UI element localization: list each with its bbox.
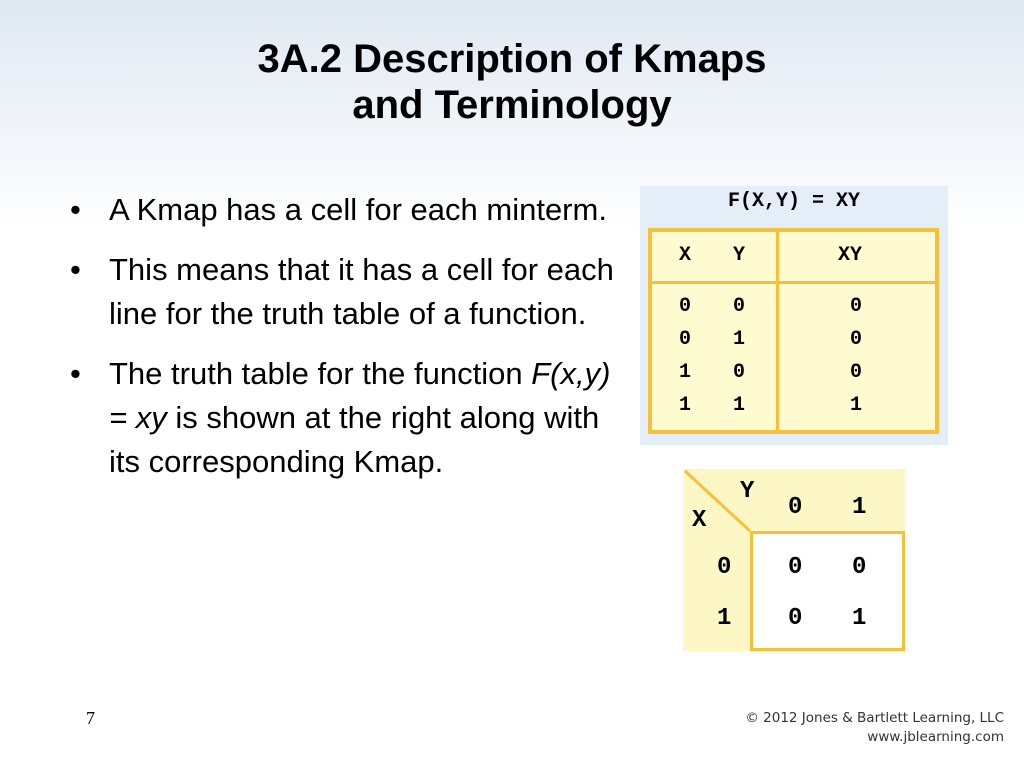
table-cell: 0 (679, 295, 692, 318)
bullet-list (70, 188, 615, 500)
kmap-column-label: 0 (788, 494, 803, 521)
header-xy: XY (838, 244, 863, 267)
table-cell: 0 (733, 295, 746, 318)
header-y: Y (733, 244, 746, 267)
kmap-column-label: 1 (852, 494, 867, 521)
table-cell: 0 (850, 295, 863, 318)
bullet-marker: • (70, 192, 81, 227)
table-divider-horizontal (652, 281, 935, 284)
truth-table-panel (640, 186, 948, 445)
title-line-2: and Terminology (352, 83, 672, 127)
table-cell: 0 (733, 361, 746, 384)
title-line-1: 3A.2 Description of Kmaps (257, 37, 767, 81)
truth-table-title: F(X,Y) = XY (727, 190, 861, 213)
page-number: 7 (86, 708, 95, 728)
kmap-cell: 0 (788, 554, 803, 581)
kmap-cell-grid (750, 531, 905, 651)
kmap-row-label: 1 (717, 605, 732, 632)
function-expression: F(x,y) = xy (109, 356, 611, 435)
truth-table (648, 228, 939, 434)
table-cell: 1 (850, 394, 863, 417)
kmap-row-variable: X (692, 507, 707, 534)
bullet-marker: • (70, 356, 81, 391)
table-cell: 1 (679, 394, 692, 417)
bullet-text-before: The truth table for the function (109, 356, 532, 391)
copyright-text: © 2012 Jones & Bartlett Learning, LLC (745, 710, 1004, 726)
kmap-column-variable: Y (740, 478, 755, 505)
copyright-notice (745, 709, 1004, 747)
kmap-cell: 0 (852, 554, 867, 581)
bullet-item (70, 188, 615, 232)
table-cell: 0 (850, 328, 863, 351)
bullet-item (70, 352, 615, 484)
header-x: X (679, 244, 692, 267)
bullet-marker: • (70, 252, 81, 287)
table-cell: 1 (733, 394, 746, 417)
kmap-cell: 1 (852, 605, 867, 632)
slide-title (0, 36, 1024, 128)
bullet-text: A Kmap has a cell for each minterm. (109, 192, 607, 227)
table-cell: 0 (850, 361, 863, 384)
bullet-item (70, 248, 615, 336)
bullet-text-after: is shown at the right along with its corresponding Kmap. (109, 400, 600, 479)
website-text: www.jblearning.com (867, 729, 1004, 745)
table-cell: 1 (733, 328, 746, 351)
kmap-row-label: 0 (717, 554, 732, 581)
table-divider-vertical (776, 232, 779, 430)
kmap-cell: 0 (788, 605, 803, 632)
bullet-text: This means that it has a cell for each line for the truth table of a function. (109, 252, 614, 331)
kmap (683, 469, 905, 651)
table-cell: 0 (679, 328, 692, 351)
table-cell: 1 (679, 361, 692, 384)
